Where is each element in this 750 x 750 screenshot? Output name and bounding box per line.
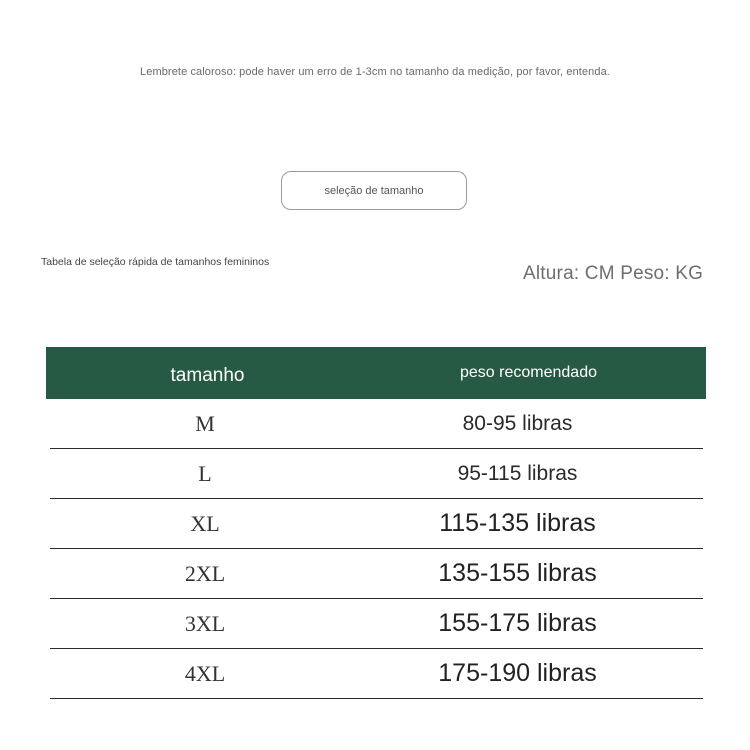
table-row	[50, 499, 703, 549]
table-row	[50, 649, 703, 699]
size-cell: 4XL	[184, 660, 226, 686]
table-row	[50, 549, 703, 599]
weight-cell: 115-135 libras	[439, 509, 596, 537]
quick-table-title: Tabela de seleção rápida de tamanhos femininos	[41, 256, 270, 268]
table-body	[46, 399, 706, 699]
size-cell: XL	[190, 510, 220, 536]
weight-cell: 155-175 libras	[438, 609, 597, 637]
weight-cell: 80-95 libras	[462, 411, 573, 435]
column-header-size: tamanho	[170, 365, 245, 386]
size-selection-button[interactable]: seleção de tamanho	[281, 171, 467, 210]
units-label: Altura: CM Peso: KG	[523, 263, 704, 284]
size-table	[46, 347, 706, 699]
column-header-weight: peso recomendado	[460, 364, 597, 381]
weight-cell: 95-115 libras	[457, 461, 578, 485]
table-row	[50, 449, 703, 499]
table-header	[46, 347, 706, 399]
size-cell: L	[198, 460, 212, 486]
table-row	[50, 599, 703, 649]
table-row	[50, 399, 703, 449]
weight-cell: 175-190 libras	[438, 659, 597, 687]
size-cell: 2XL	[184, 560, 226, 586]
size-cell: M	[195, 410, 215, 436]
weight-cell: 135-155 libras	[438, 559, 597, 587]
size-cell: 3XL	[184, 610, 226, 636]
reminder-text: Lembrete caloroso: pode haver um erro de 1-3cm no tamanho da medição, por favor, entenda.	[140, 66, 610, 78]
